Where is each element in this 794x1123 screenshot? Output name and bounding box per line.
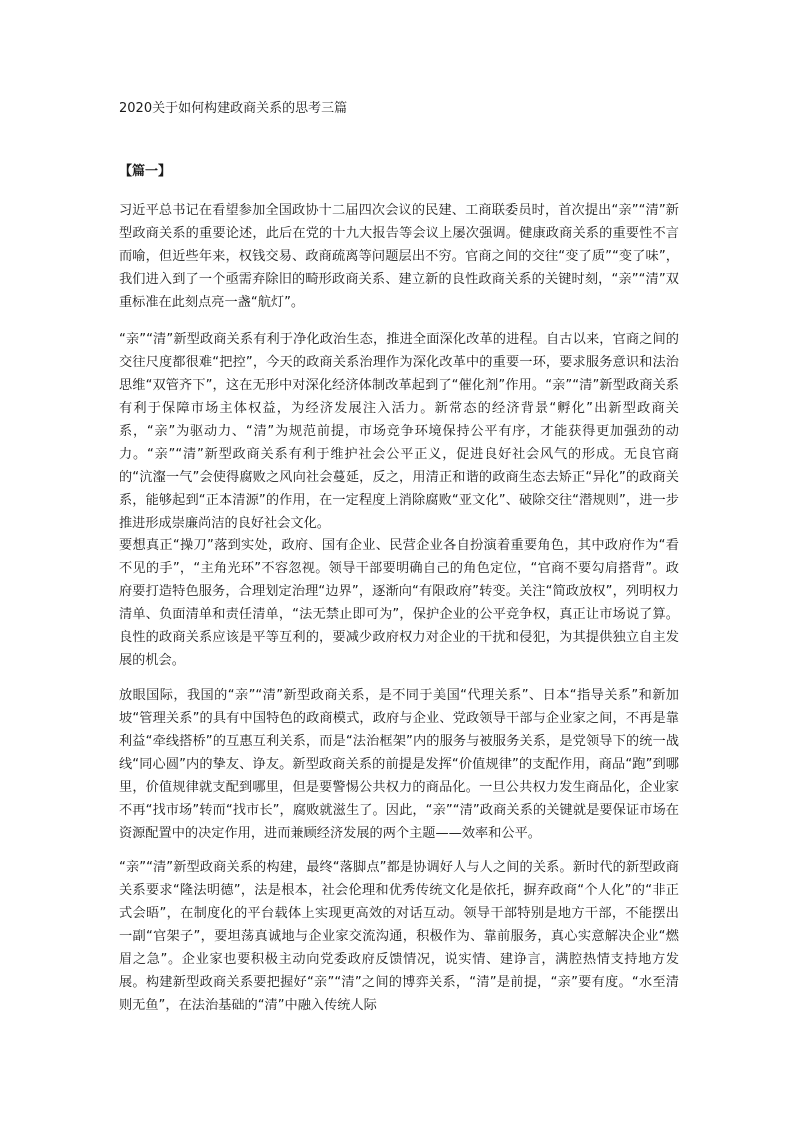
paragraph-2: “亲”“清”新型政商关系有利于净化政治生态，推进全面深化改革的进程。自古以来，官商之间的交往尺度都很难“把控”，今天的政商关系治理作为深化改革中的重要一环，要求服务意识和法治思维“双管齐下”，这在无形中对深化经济体制改革起到了“催化剂”作用。“亲”“清”新型政商关系有利于保障市场主体权益，为经济发展注入活力。新常态的经济背景“孵化”出新型政商关系，“亲”为驱动力、“清”为规范前提，市场竞争环境保持公平有序，才能获得更加强劲的动力。“亲”“清”新型政商关系有利于维护社会公平正义，促进良好社会风气的形成。无良官商的“沆瀣一气”会使得腐败之风向社会蔓延，反之，用清正和谐的政商生态去矫正“异化”的政商关系，能够起到“正本清源”的作用，在一定程度上消除腐败“亚文化”、破除交往“潜规则”，进一步推进形成崇廉尚洁的良好社会文化。 [119,332,679,531]
paragraph-3: 要想真正“操刀”落到实处，政府、国有企业、民营企业各自扮演着重要角色，其中政府作为“看不见的手”，“主角光环”不容忽视。领导干部要明确自己的角色定位，“官商不要勾肩搭背”。政府要打造特色服务，合理划定治理“边界”，逐渐向“有限政府”转变。关注“简政放权”，列明权力清单、负面清单和责任清单，“法无禁止即可为”，保护企业的公平竞争权，真正让市场说了算。良性的政商关系应该是平等互利的，要减少政府权力对企业的干扰和侵犯，为其提供独立自主发展的机会。 [119,538,679,668]
document-title: 2020关于如何构建政商关系的思考三篇 [119,101,348,116]
paragraph-4: 放眼国际，我国的“亲”“清”新型政商关系，是不同于美国“代理关系”、日本“指导关系”和新加坡“管理关系”的具有中国特色的政商模式，政府与企业、党政领导干部与企业家之间，不再是靠利益“牵线搭桥”的互惠互利关系，而是“法治框架”内的服务与被服务关系，是党领导下的统一战线“同心圆”内的挚友、诤友。新型政商关系的前提是发挥“价值规律”的支配作用，商品“跑”到哪里，价值规律就支配到哪里，但是要警惕公共权力的商品化。一旦公共权力发生商品化，企业家不再“找市场”转而“找市长”，腐败就滋生了。因此，“亲”“清”政商关系的关键就是要保证市场在资源配置中的决定作用，进而兼顾经济发展的两个主题——效率和公平。 [119,688,679,841]
paragraph-1: 习近平总书记在看望参加全国政协十二届四次会议的民建、工商联委员时，首次提出“亲”“清”新型政商关系的重要论述，此后在党的十九大报告等会议上屡次强调。健康政商关系的重要性不言而喻，但近些年来，权钱交易、政商疏离等问题层出不穷。官商之间的交往“变了质”“变了味”，我们进入到了一个亟需弃除旧的畸形政商关系、建立新的良性政商关系的关键时刻，“亲”“清”双重标准在此刻点亮一盏“航灯”。 [119,203,679,310]
section-heading: 【篇一】 [119,164,172,179]
paragraph-5: “亲”“清”新型政商关系的构建，最终“落脚点”都是协调好人与人之间的关系。新时代的新型政商关系要求“隆法明德”，法是根本，社会伦理和优秀传统文化是依托，摒弃政商“个人化”的“非正式会晤”，在制度化的平台载体上实现更高效的对话互动。领导干部特别是地方干部，不能摆出一副“官架子”，要坦荡真诚地与企业家交流沟通，积极作为、靠前服务，真心实意解决企业“燃眉之急”。企业家也要积极主动向党委政府反馈情况，说实情、建诤言，满腔热情支持地方发展。构建新型政商关系要把握好“亲”“清”之间的博弈关系，“清”是前提，“亲”要有度。“水至清则无鱼”，在法治基础的“清”中融入传统人际 [119,860,679,1013]
